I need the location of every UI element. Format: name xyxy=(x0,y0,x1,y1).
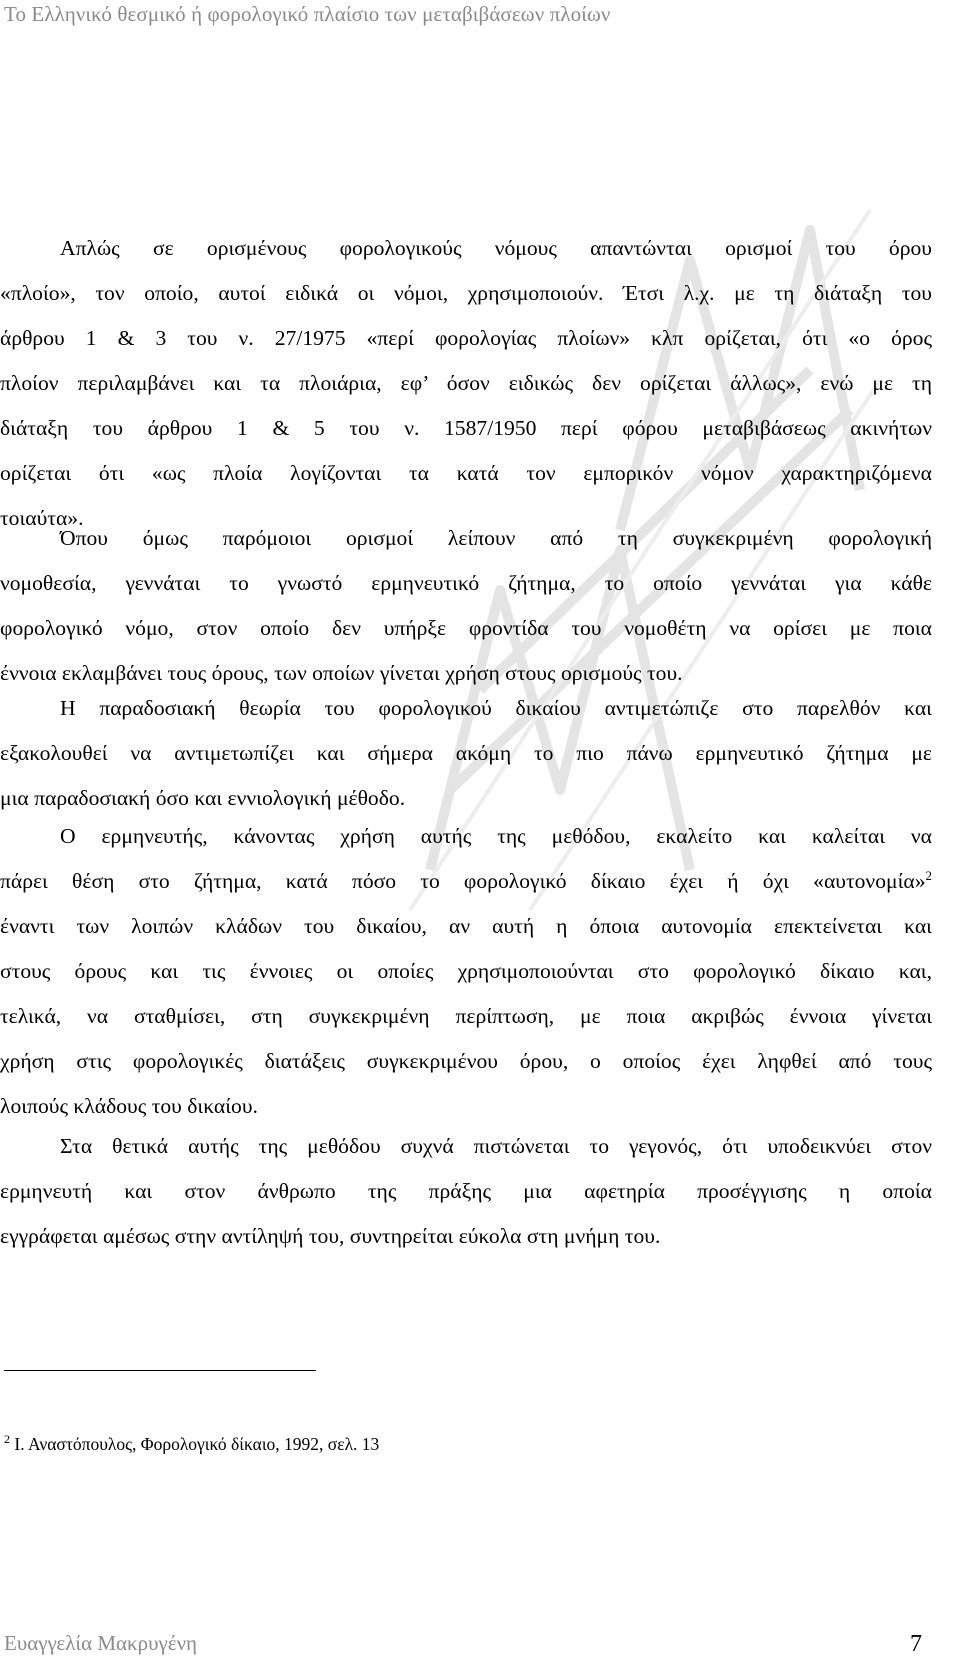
paragraph-line: Ο ερμηνευτής, κάνοντας χρήση αυτής της μεθόδου, εκαλείτο και καλείται να xyxy=(60,824,932,848)
paragraph-line: έννοια εκλαμβάνει τους όρους, των οποίων γίνεται χρήση στους ορισμούς του. xyxy=(0,661,683,685)
paragraph xyxy=(0,226,932,541)
footnote-number: 2 xyxy=(4,1432,10,1447)
paragraph-line: στους όρους και τις έννοιες οι οποίες χρησιμοποιούνται στο φορολογικό δίκαιο και, xyxy=(0,959,932,983)
footnote-text: Ι. Αναστόπουλος, Φορολογικό δίκαιο, 1992, σελ. 13 xyxy=(10,1434,380,1454)
footnote-reference: 2 xyxy=(925,867,932,883)
paragraph-line: φορολογικό νόμο, στον οποίο δεν υπήρξε φροντίδα του νομοθέτη να ορίσει με ποια xyxy=(0,616,932,640)
paragraph-line: νομοθεσία, γεννάται το γνωστό ερμηνευτικό ζήτημα, το οποίο γεννάται για κάθε xyxy=(0,571,932,595)
paragraph-line: τοιαύτα». xyxy=(0,506,84,530)
paragraph-line: λοιπούς κλάδους του δικαίου. xyxy=(0,1094,258,1118)
paragraph-line: άρθρου 1 & 3 του ν. 27/1975 «περί φορολογίας πλοίων» κλπ ορίζεται, ότι «ο όρος xyxy=(0,326,932,350)
paragraph xyxy=(0,814,932,1129)
paragraph-line: χρήση στις φορολογικές διατάξεις συγκεκριμένου όρου, ο οποίος έχει ληφθεί από τους xyxy=(0,1049,932,1073)
paragraph-line: ορίζεται ότι «ως πλοία λογίζονται τα κατά τον εμπορικόν νόμον χαρακτηριζόμενα xyxy=(0,461,932,485)
paragraph xyxy=(0,516,932,696)
paragraph-line: Όπου όμως παρόμοιοι ορισμοί λείπουν από τη συγκεκριμένη φορολογική xyxy=(60,526,932,550)
paragraph-line: έναντι των λοιπών κλάδων του δικαίου, αν αυτή η όποια αυτονομία επεκτείνεται και xyxy=(0,914,932,938)
paragraph-line: Η παραδοσιακή θεωρία του φορολογικού δικαίου αντιμετώπιζε στο παρελθόν και xyxy=(60,696,932,720)
paragraph-line: Στα θετικά αυτής της μεθόδου συχνά πιστώνεται το γεγονός, ότι υποδεικνύει στον xyxy=(60,1134,932,1158)
paragraph-line: τελικά, να σταθμίσει, στη συγκεκριμένη περίπτωση, με ποια ακριβώς έννοια γίνεται xyxy=(0,1004,932,1028)
paragraph xyxy=(0,1124,932,1259)
paragraph-line: «πλοίο», τον οποίο, αυτοί ειδικά οι νόμοι, χρησιμοποιούν. Έτσι λ.χ. με τη διάταξη του xyxy=(0,281,932,305)
footnote-separator xyxy=(4,1370,316,1371)
paragraph-line: Απλώς σε ορισμένους φορολογικούς νόμους απαντώνται ορισμοί του όρου xyxy=(60,236,932,260)
footnote xyxy=(4,1434,379,1455)
footer-author: Ευαγγελία Μακρυγένη xyxy=(4,1631,198,1655)
paragraph-line: διάταξη του άρθρου 1 & 5 του ν. 1587/1950 περί φόρου μεταβιβάσεως ακινήτων xyxy=(0,416,932,440)
paragraph-line: εξακολουθεί να αντιμετωπίζει και σήμερα ακόμη το πιο πάνω ερμηνευτικό ζήτημα με xyxy=(0,741,932,765)
running-header: Το Ελληνικό θεσμικό ή φορολογικό πλαίσιο των μεταβιβάσεων πλοίων xyxy=(4,2,611,26)
paragraph-line: πλοίον περιλαμβάνει και τα πλοιάρια, εφ’ όσον ειδικώς δεν ορίζεται άλλως», ενώ με τη xyxy=(0,371,932,395)
paragraph-line: ερμηνευτή και στον άνθρωπο της πράξης μια αφετηρία προσέγγισης η οποία xyxy=(0,1179,932,1203)
paragraph xyxy=(0,686,932,821)
paragraph-line: εγγράφεται αμέσως στην αντίληψή του, συντηρείται εύκολα στη μνήμη του. xyxy=(0,1224,661,1248)
paragraph-line: μια παραδοσιακή όσο και εννιολογική μέθοδο. xyxy=(0,786,406,810)
page-number: 7 xyxy=(910,1631,922,1657)
paragraph-line: πάρει θέση στο ζήτημα, κατά πόσο το φορολογικό δίκαιο έχει ή όχι «αυτονομία»$^2$ xyxy=(0,867,932,893)
